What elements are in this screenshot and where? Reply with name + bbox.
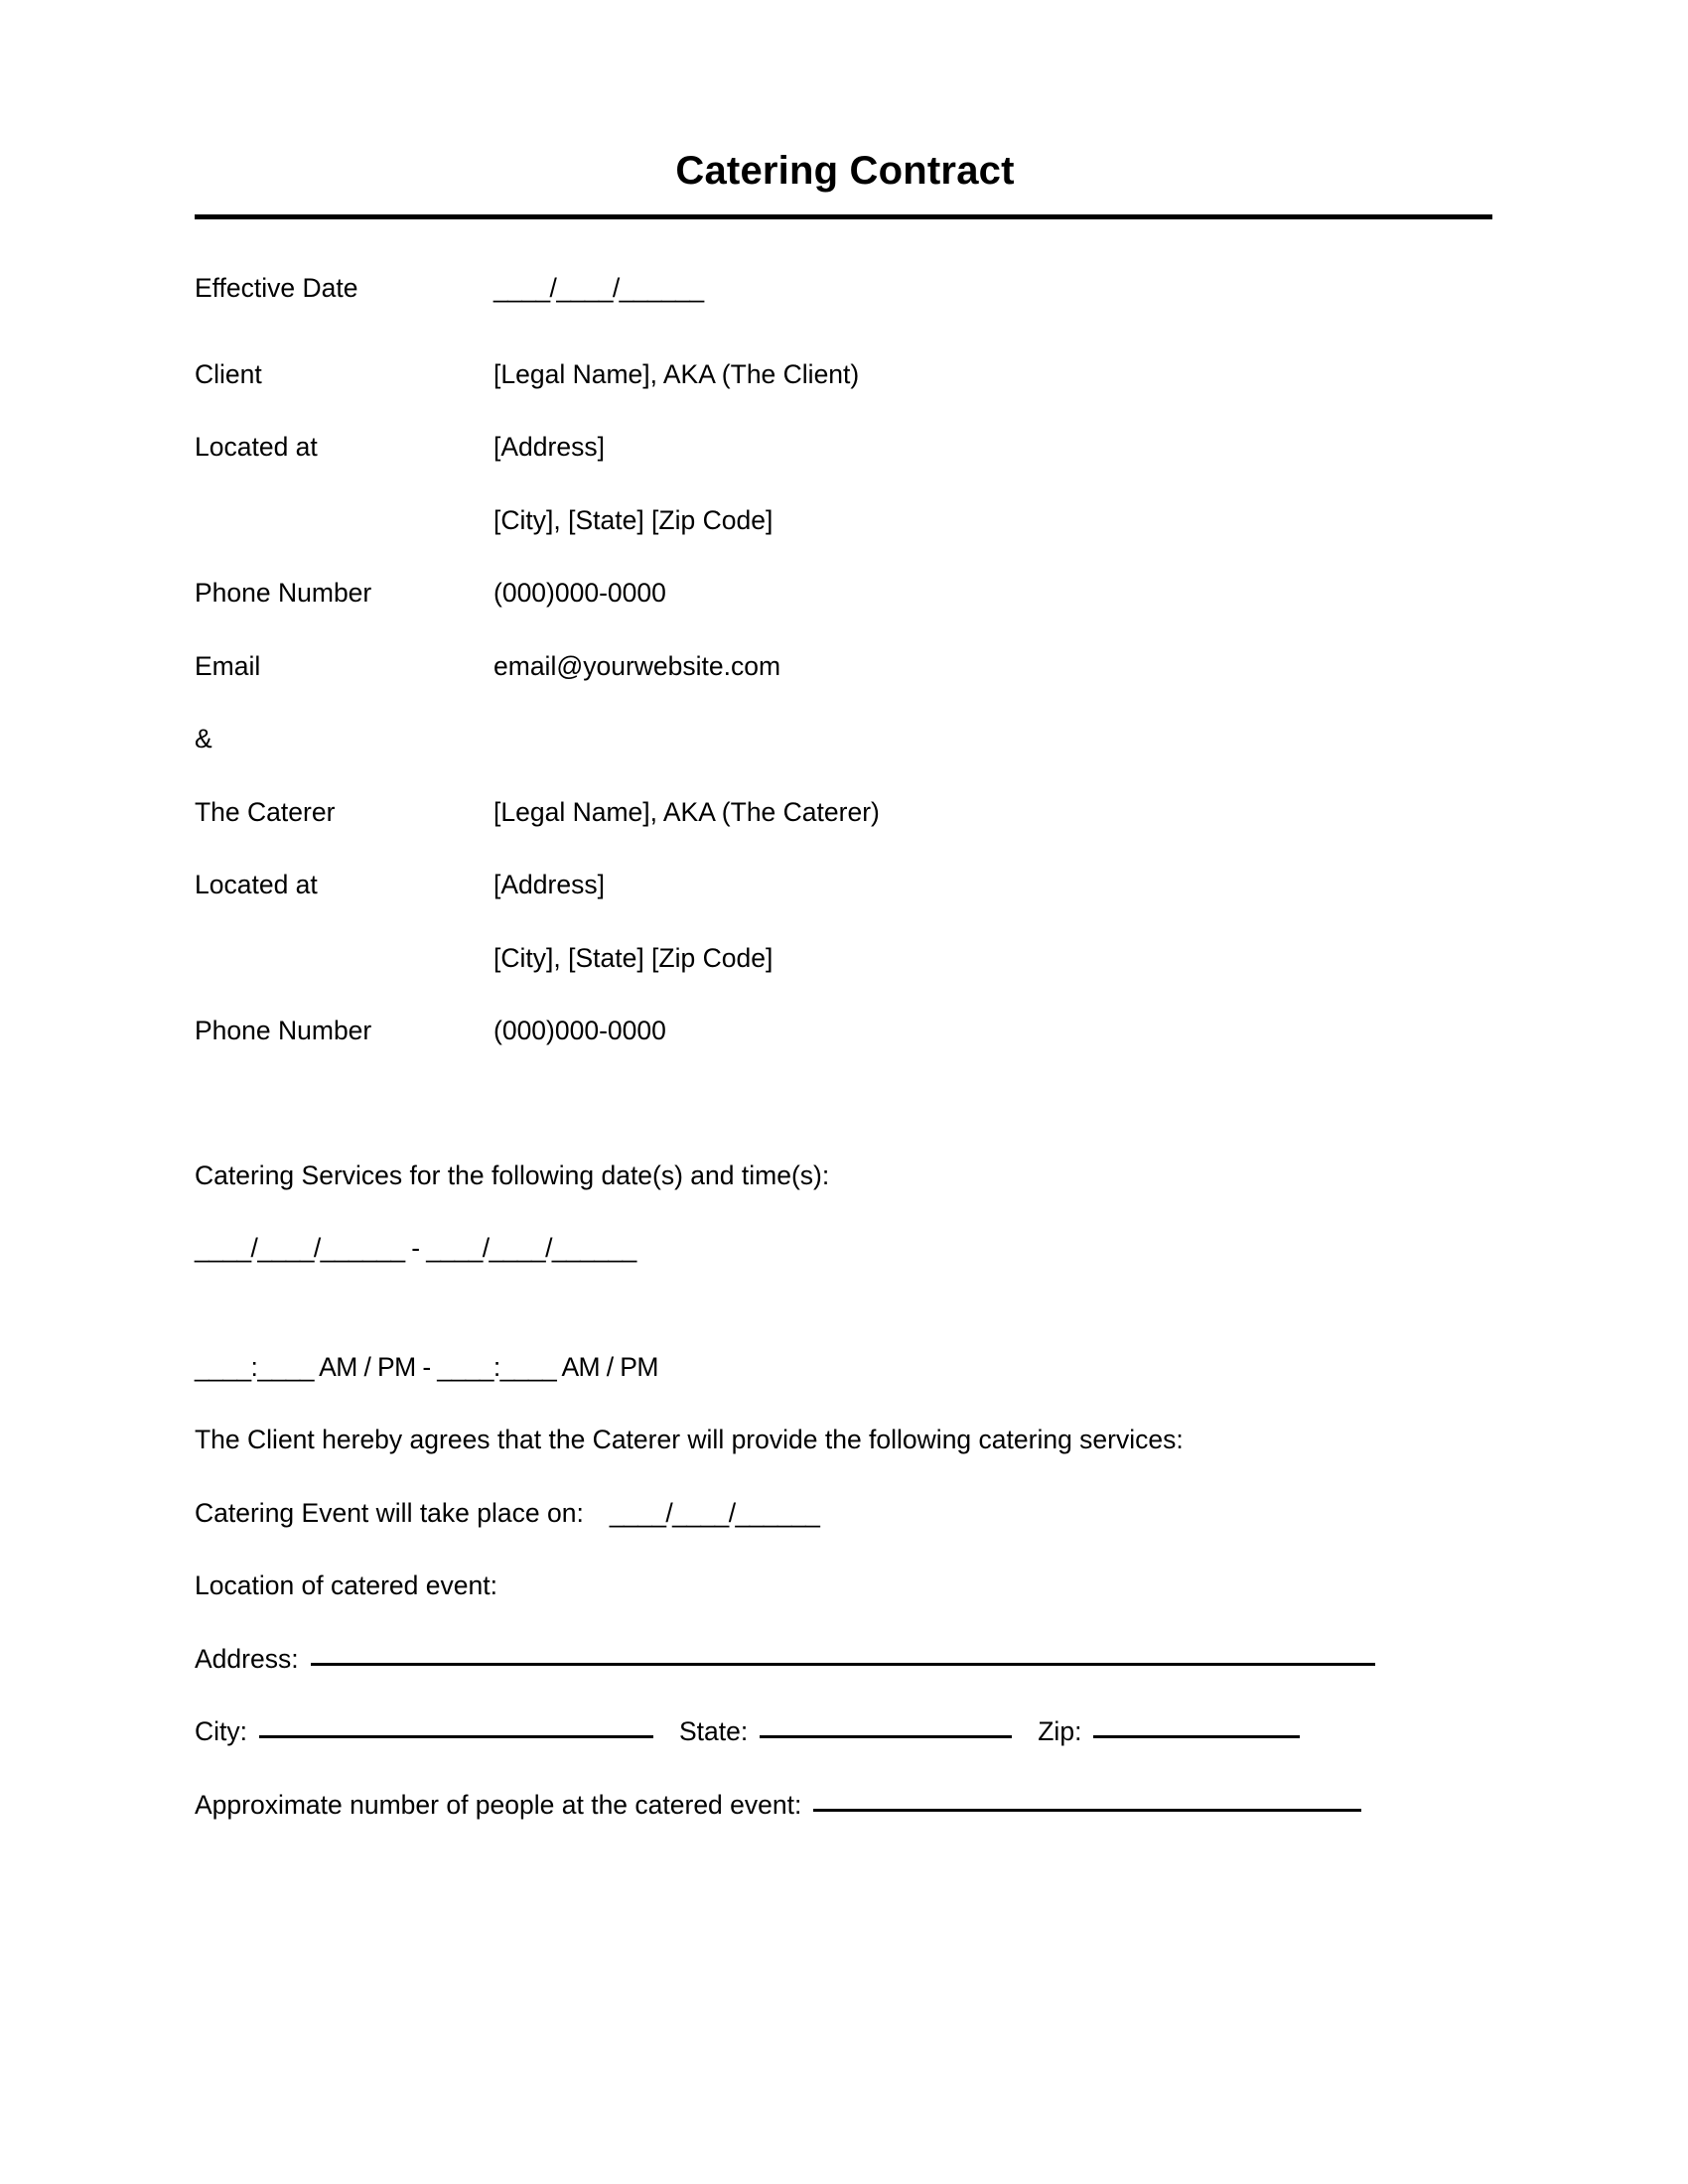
zip-label: Zip: [1038, 1716, 1082, 1746]
services-heading: Catering Services for the following date(s) and time(s): [195, 1160, 830, 1190]
client-email-label: Email [195, 650, 261, 681]
client-phone-value[interactable]: (000)000-0000 [493, 578, 666, 608]
city-state-zip-row [195, 1718, 1495, 1745]
client-name-label: Client [195, 358, 262, 389]
field-row-caterer-address [195, 872, 1495, 898]
client-address-value[interactable]: [Address] [493, 432, 605, 462]
caterer-phone-value[interactable]: (000)000-0000 [493, 1016, 666, 1045]
client-email-value[interactable]: email@yourwebsite.com [493, 650, 781, 681]
effective-date-value[interactable]: ____/____/______ [493, 273, 704, 303]
field-row-caterer-name [195, 796, 1495, 827]
client-citystatezip-value[interactable]: [City], [State] [Zip Code] [493, 504, 774, 535]
field-row-client-address [195, 434, 1495, 461]
services-spacer [195, 1308, 1495, 1354]
services-time-range[interactable]: ____:____ AM / PM - ____:____ AM / PM [195, 1351, 658, 1382]
services-date-range[interactable]: ____/____/______ - ____/____/______ [195, 1233, 636, 1263]
field-row-client-citystatezip [195, 504, 1495, 535]
state-label: State: [679, 1716, 749, 1746]
field-row-client-phone [195, 580, 1495, 607]
event-date-label: Catering Event will take place on: [195, 1497, 584, 1528]
agreement-statement: The Client hereby agrees that the Caterer will provide the following catering services: [195, 1425, 1184, 1454]
client-name-value[interactable]: [Legal Name], AKA (The Client) [493, 358, 860, 389]
city-label: City: [195, 1716, 247, 1746]
city-input[interactable] [259, 1735, 653, 1738]
field-row-effective-date [195, 275, 1495, 302]
field-row-client-name [195, 358, 1495, 389]
field-row-caterer-phone [195, 1018, 1495, 1044]
zip-input[interactable] [1093, 1735, 1300, 1738]
section-spacer [195, 1091, 1495, 1162]
title-divider [195, 214, 1492, 219]
event-date-row [195, 1497, 1495, 1528]
client-phone-label: Phone Number [195, 578, 372, 608]
state-input[interactable] [760, 1735, 1012, 1738]
document-body [195, 149, 1495, 1864]
caterer-address-label: Located at [195, 870, 318, 899]
parties-conjunction-row [195, 726, 1495, 752]
field-row-caterer-citystatezip [195, 942, 1495, 973]
caterer-name-label: The Caterer [195, 796, 336, 827]
event-date-value[interactable]: ____/____/______ [609, 1497, 820, 1528]
address-label: Address: [195, 1643, 299, 1674]
headcount-label: Approximate number of people at the catered event: [195, 1789, 802, 1820]
address-row [195, 1643, 1495, 1674]
headcount-row [195, 1789, 1495, 1820]
field-row-client-email [195, 650, 1495, 681]
location-heading: Location of catered event: [195, 1570, 497, 1600]
caterer-address-value[interactable]: [Address] [493, 870, 605, 899]
headcount-input[interactable] [813, 1809, 1361, 1812]
effective-date-label: Effective Date [195, 273, 358, 303]
address-input[interactable] [311, 1663, 1375, 1666]
client-address-label: Located at [195, 432, 318, 462]
caterer-name-value[interactable]: [Legal Name], AKA (The Caterer) [493, 796, 880, 827]
caterer-phone-label: Phone Number [195, 1016, 372, 1045]
page-title: Catering Contract [675, 149, 1015, 193]
parties-conjunction: & [195, 724, 212, 753]
caterer-citystatezip-value[interactable]: [City], [State] [Zip Code] [493, 942, 774, 973]
